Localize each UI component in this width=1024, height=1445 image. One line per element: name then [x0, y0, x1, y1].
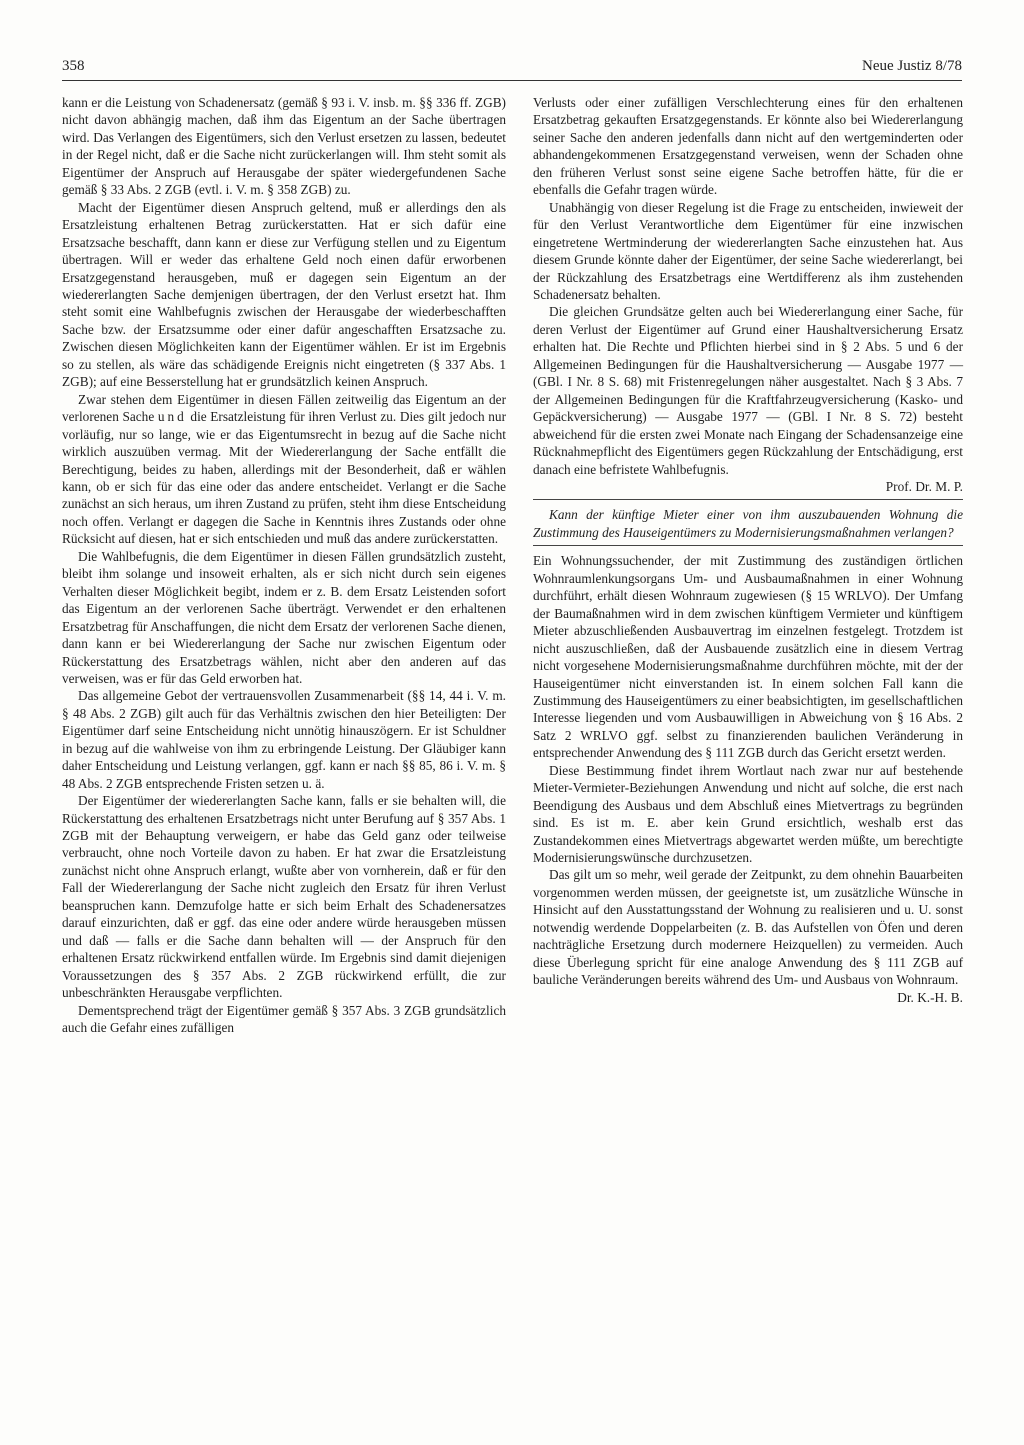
paragraph-text: Das gilt um so mehr, weil gerade der Zeitpunkt, zu dem ohnehin Bauarbeiten vorgenommen werden müssen, der geeignetste ist, um zusätzliche Wünsche in Hinsicht auf den Ausstattungsstand der Wohnung zu realisieren und u. U. sonst notwendig werdende Doppelarbeiten (z. B. das Aufstellen von Öfen und deren nachträgliche Ersetzung durch modernere Heizquellen) zu vermeiden. Auch diese Überlegung spricht für eine analoge Anwendung des § 111 ZGB auf bauliche Veränderungen bereits während des Um- und Ausbaus von Wohnraum. — [533, 867, 963, 988]
paragraph: Unabhängig von dieser Regelung ist die Frage zu entscheiden, inwieweit der für den Verlust Verantwortliche dem Eigentümer für eine inzwischen eingetretene Wertminderung der wiedererlangten Sache einzustehen hat. Aus diesem Grunde könnte daher der Eigentümer, der seine Sache wiedererlangt, bei der Rückzahlung des Ersatzbetrags eine Wertdifferenz als ihm zustehenden Schadenersatz behalten. — [533, 199, 963, 302]
paragraph — [62, 391, 506, 548]
emphasized-word: und — [157, 409, 187, 425]
paragraph: Dementsprechend trägt der Eigentümer gemäß § 357 Abs. 3 ZGB grundsätzlich auch die Gefahr eines zufälligen — [62, 1002, 506, 1036]
paragraph: Der Eigentümer der wiedererlangten Sache kann, falls er sie behalten will, die Rückerstattung des erhaltenen Ersatzbetrags nicht unter Berufung auf § 357 Abs. 1 ZGB mit der Behauptung verweigern, er habe das Geld ganz oder teilweise verbraucht, ohne noch Vorteile davon zu haben. Er hat zwar die Ersatzleistung zunächst nicht ohne Anspruch erlangt, wußte aber von vornherein, daß er für den Fall der Wiedererlangung der Sache nicht zugleich den Ersatz für ihren Verlust beanspruchen kann. Demzufolge hatte er sich beim Erhalt des Schadenersatzes darauf einzurichten, daß er ggf. das eine oder andere würde herausgeben müssen und daß — falls er die Sache dann behalten will — der Anspruch für den erhaltenen Ersatz rückwirkend entfallen würde. Im Ergebnis sind damit diejenigen Voraussetzungen des § 357 Abs. 2 ZGB rückwirkend erfüllt, die zur unbeschränkten Herausgabe verpflichten. — [62, 793, 506, 1001]
paragraph: Das allgemeine Gebot der vertrauensvollen Zusammenarbeit (§§ 14, 44 i. V. m. § 48 Abs. 2 ZGB) gilt auch für das Verhältnis zwischen den hier Beteiligten: Der Eigentümer darf seine Entscheidung nicht unnötig hinauszögern. Er ist Schuldner in bezug auf die wahlweise von ihm zu erbringende Leistung. Der Gläubiger kann daher Entscheidung und Leistung verlangen, ggf. kann er nach §§ 85, 86 i. V. m. § 48 Abs. 2 ZGB entsprechende Fristen setzen u. ä. — [62, 688, 506, 791]
paragraph: Ein Wohnungssuchender, der mit Zustimmung des zuständigen örtlichen Wohnraumlenkungsorgans Um- und Ausbaumaßnahmen in einer Wohnung durchführt, erhält diesen Wohnraum zugewiesen (§ 15 WRLVO). Der Umfang der Baumaßnahmen wird in dem zwischen künftigem Vermieter und künftigem Mieter abzuschließenden Ausbauvertrag im einzelnen festgelegt. Trotzdem ist nicht auszuschließen, daß der Ausbauende zusätzlich eine in diesem Vertrag nicht vorgesehene Modernisierungsmaßnahme durchführen möchte, mit der der Hauseigentümer nicht einverstanden ist. In einem solchen Fall kann die Zustimmung des Hauseigentümers zu einer beabsichtigten, im gesellschaftlichen Interesse liegenden und vom Ausbauwilligen in Abweichung von § 16 Abs. 2 Satz 2 WRLVO ggf. selbst zu finanzierenden baulichen Veränderung in entsprechender Anwendung des § 111 ZGB durch das Gericht ersetzt werden. — [533, 553, 963, 761]
paragraph: Die gleichen Grundsätze gelten auch bei Wiedererlangung einer Sache, für deren Verlust der Eigentümer auf Grund einer Haushaltversicherung Ersatz erhalten hat. Die Rechte und Pflichten hierbei sind in § 2 Abs. 5 und 6 der Allgemeinen Bedingungen für die Haushaltversicherung — Ausgabe 1977 — (GBl. I Nr. 8 S. 68) mit Fristenregelungen näher ausgestaltet. Nach § 3 Abs. 7 der Allgemeinen Bedingungen für die Kraftfahrzeugversicherung (Kasko- und Gepäckversicherung) — Ausgabe 1977 — (GBl. I Nr. 8 S. 72) besteht abweichend für die ersten zwei Monate nach Eingang der Schadensanzeige eine Rücknahmepflicht des Eigentümers gegen Rückzahlung der Entschädigung, erst danach eine befristete Wahlbefugnis. — [533, 304, 963, 477]
right-column — [533, 94, 963, 1006]
paragraph: Macht der Eigentümer diesen Anspruch geltend, muß er allerdings den als Ersatzleistung erhaltenen Betrag zurückerstatten. Hat er sich dafür eine Ersatzsache beschafft, dann kann er diese zur Verfügung stellen und zu Eigentum übertragen. Will er weder das erhaltene Geld noch einen dafür erworbenen Ersatzgegenstand herausgeben, muß er dagegen sein Eigentum an der wiedererlangten Sache demjenigen übertragen, der den Verlust ersetzt hat. Ihm steht somit eine Wahlbefugnis zwischen der Herausgabe der wiederbeschafften Sache bzw. der Ersatzsumme oder einer dafür angeschafften Ersatzsache zu. Zwischen diesen Möglichkeiten kann der Eigentümer wählen. Er ist im Ergebnis so zu stellen, als wäre das schädigende Ereignis nicht eingetreten (§ 337 Abs. 1 ZGB); auf eine Besserstellung hat er grundsätzlich keinen Anspruch. — [62, 199, 506, 390]
section-divider — [533, 499, 963, 500]
paragraph — [533, 866, 963, 1005]
author-signature: Prof. Dr. M. P. — [885, 478, 963, 494]
paragraph: Diese Bestimmung findet ihrem Wortlaut nach zwar nur auf bestehende Mieter-Vermieter-Beziehungen Anwendung und nicht auf solche, die erst nach Beendigung des Ausbaus und dem Abschluß eines Mietvertrags zu begründen sind. Es ist m. E. aber kein Grund ersichtlich, weshalb erst das Zustandekommen eines Mietvertrags abgewartet werden müßte, um berechtigte Modernisierungswünsche durchzusetzen. — [533, 762, 963, 866]
paragraph: Die Wahlbefugnis, die dem Eigentümer in diesen Fällen grundsätzlich zusteht, bleibt ihm solange und insoweit erhalten, als er sich nicht durch sein eigenes Verhalten dieser Möglichkeit begibt, indem er z. B. dem Ersatz Leistenden sofort das Eigentum an der verlorenen Sache überträgt. Verwendet er den erhaltenen Ersatzbetrag für Anschaffungen, die nicht dem Ersatz der verlorenen Sache dienen, dann kann er bei Wiedererlangung der Sache nur zwischen Eigentum oder Rückerstattung des Ersatzbetrags wählen, nicht aber den anderen auf das verweisen, was er für das Geld erworben hat. — [62, 548, 506, 686]
paragraph: kann er die Leistung von Schadenersatz (gemäß § 93 i. V. insb. m. §§ 336 ff. ZGB) nicht davon abhängig machen, daß ihm das Eigentum an der Sache übertragen wird. Das Verlangen des Eigentümers, sich den Verlust ersetzen zu lassen, bedeutet in der Regel nicht, daß er die Sache nicht zurückerlangen will. Ihm steht somit als Eigentümer der Anspruch auf Herausgabe der später wiedergefundenen Sache gemäß § 33 Abs. 2 ZGB (evtl. i. V. m. § 358 ZGB) zu. — [62, 95, 506, 198]
page-number: 358 — [62, 58, 85, 74]
section-question-heading: Kann der künftige Mieter einer von ihm auszubauenden Wohnung die Zustimmung des Hauseigentümers zu Modernisierungsmaßnahmen verlangen? — [533, 507, 963, 540]
section-divider — [533, 545, 963, 546]
author-signature: Dr. K.-H. B. — [897, 989, 963, 1005]
left-column — [62, 94, 506, 1036]
paragraph-text: die Ersatzleistung für ihren Verlust zu. Dies gilt jedoch nur vorläufig, nur so lange, wie er das Eigentumsrecht in bezug auf die Sache nicht wirklich auszuüben vermag. Mit der Wiedererlangung der Sache entfällt die Berechtigung, beides zu haben, allerdings mit der Besonderheit, daß er wählen kann, ob er sich für das eine oder das andere entscheidet. Verlangt er die Sache zunächst an sich heraus, um ihren Zustand zu prüfen, steht ihm diese Entscheidung noch offen. Verlangt er dagegen die Sache in Kenntnis ihres Zustands oder ohne Rücksicht auf diesen, hat er sich entschieden und muß das andere zurückerstatten. — [62, 409, 506, 547]
page-header — [62, 58, 962, 81]
paragraph: Verlusts oder einer zufälligen Verschlechterung eines für den erhaltenen Ersatzbetrag gekauften Ersatzgegenstands. Er könnte also bei Wiedererlangung seiner Sache den anderen jedenfalls dann nicht auf den wertgeminderten oder abhandengekommenen Ersatzgegenstand verweisen, wenn der Schaden ohne den früheren Verlust sonst seine eigene Sache betroffen hätte, für die er ebenfalls die Gefahr tragen würde. — [533, 95, 963, 198]
journal-issue: Neue Justiz 8/78 — [862, 58, 962, 74]
paragraph-text: Zwar stehen dem Eigentümer in diesen Fällen zeitweilig das Eigentum an der verlorenen Sache — [62, 391, 506, 425]
